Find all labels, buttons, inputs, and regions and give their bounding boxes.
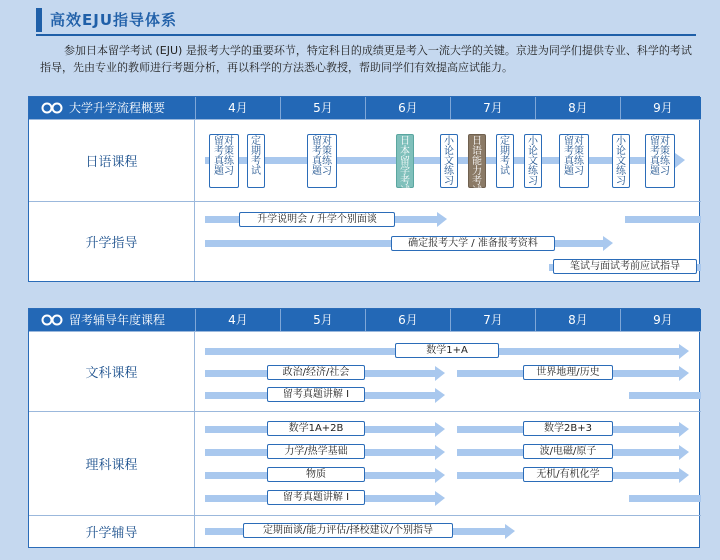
row-label: 升学指导 xyxy=(29,202,195,281)
guidance-tag: 笔试与面试考前应试指导 xyxy=(553,259,697,274)
course-tag: 无机/有机化学 xyxy=(523,467,613,482)
row-label: 升学辅导 xyxy=(29,516,195,547)
month-header: 5月 xyxy=(280,97,365,119)
watermark: 知乎 @三道留学 xyxy=(540,525,673,545)
page-header xyxy=(0,0,720,40)
japanese-course-row xyxy=(29,119,701,201)
exam-box-eju: 日本留学考试 xyxy=(396,134,414,188)
intro-paragraph: 参加日本留学考试 (EJU) 是报考大学的重要环节，特定科目的成绩更是考入一流大学的关键。京进为同学们提供专业、科学的考试指导，先由专业的教师进行考题分析，再以科学的方法悉心教授，帮助同学们有效提高应试能力。 xyxy=(40,44,692,74)
course-box: 小论文练习 xyxy=(440,134,458,188)
course-box: 留对考策真练题习 xyxy=(209,134,239,188)
guidance-tag: 升学说明会 / 升学个别面谈 xyxy=(239,212,395,227)
course-tag: 力学/热学基础 xyxy=(267,444,365,459)
month-header: 9月 xyxy=(620,309,705,331)
table-corner-title xyxy=(29,97,195,119)
admission-guidance-row xyxy=(29,201,701,281)
university-flow-table xyxy=(28,96,700,282)
annual-course-table xyxy=(28,308,700,548)
month-header: 8月 xyxy=(535,309,620,331)
course-tag: 波/电磁/原子 xyxy=(523,444,613,459)
month-header: 9月 xyxy=(620,97,705,119)
timeline-arrow xyxy=(629,495,701,502)
title-accent-bar xyxy=(36,8,42,32)
course-box: 定期考试 xyxy=(496,134,514,188)
month-header: 6月 xyxy=(365,97,450,119)
science-course-row xyxy=(29,411,701,515)
course-tag: 世界地理/历史 xyxy=(523,365,613,380)
table-header xyxy=(29,309,701,331)
timeline-arrow xyxy=(625,216,701,223)
course-tag: 留考真题讲解 I xyxy=(267,387,365,402)
row-label: 日语课程 xyxy=(29,120,195,201)
row-label: 文科课程 xyxy=(29,332,195,411)
course-tag: 定期面谈/能力评估/择校建议/个别指导 xyxy=(243,523,453,538)
course-box: 留对考策真练题习 xyxy=(307,134,337,188)
month-header: 7月 xyxy=(450,309,535,331)
row-label: 理科课程 xyxy=(29,412,195,515)
course-tag: 数学1+A xyxy=(395,343,499,358)
table-header xyxy=(29,97,701,119)
course-tag: 数学1A+2B xyxy=(267,421,365,436)
course-tag: 物质 xyxy=(267,467,365,482)
course-tag: 数学2B+3 xyxy=(523,421,613,436)
month-header: 4月 xyxy=(195,97,280,119)
rings-icon xyxy=(41,102,63,114)
course-box: 留对考策真练题习 xyxy=(559,134,589,188)
month-header: 8月 xyxy=(535,97,620,119)
title-underline xyxy=(36,34,696,36)
course-tag: 留考真题讲解 I xyxy=(267,490,365,505)
guidance-tag: 确定报考大学 / 准备报考资料 xyxy=(391,236,555,251)
corner-label: 大学升学流程概要 xyxy=(69,101,166,115)
exam-box-jlpt: 日语能力考试 xyxy=(468,134,486,188)
page-title: 高效EJU指导体系 xyxy=(50,11,178,29)
month-header: 5月 xyxy=(280,309,365,331)
course-box: 留对考策真练题习 xyxy=(645,134,675,188)
course-box: 小论文练习 xyxy=(524,134,542,188)
rings-icon xyxy=(41,314,63,326)
course-box: 小论文练习 xyxy=(612,134,630,188)
table-corner-title xyxy=(29,309,195,331)
timeline-arrow xyxy=(629,392,701,399)
month-header: 6月 xyxy=(365,309,450,331)
course-box: 定期考试 xyxy=(247,134,265,188)
corner-label: 留考辅导年度课程 xyxy=(69,313,166,327)
month-header: 7月 xyxy=(450,97,535,119)
course-tag: 政治/经济/社会 xyxy=(267,365,365,380)
arts-course-row xyxy=(29,331,701,411)
month-header: 4月 xyxy=(195,309,280,331)
watermark-logo-icon xyxy=(517,522,535,540)
